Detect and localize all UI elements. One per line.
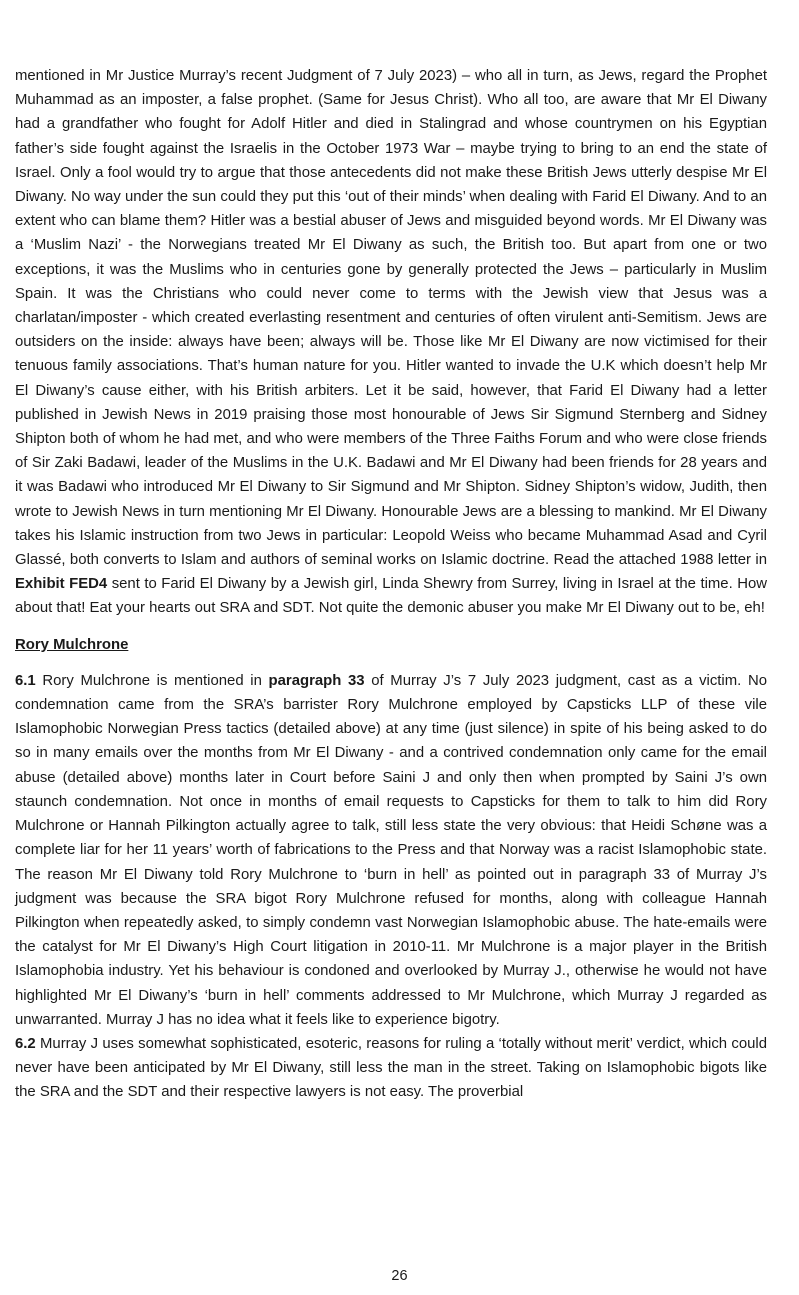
paragraph-text: Rory Mulchrone is mentioned in — [35, 672, 269, 689]
section-heading: Rory Mulchrone — [15, 636, 129, 653]
paragraph-6-1 — [15, 669, 767, 1032]
paragraph-number: 6.2 — [15, 1035, 36, 1052]
page-number: 26 — [391, 1268, 408, 1284]
paragraph-reference: paragraph 33 — [268, 672, 365, 689]
document-page — [15, 64, 767, 1105]
paragraph-text: of Murray J’s 7 July 2023 judgment, cast as a victim. No condemnation came from the SRA’s barrister Rory Mulchrone employed by Capsticks LLP of these vile Islamophobic Norwegian Press tactics (detailed above) at any time (just silence) in spite of his being asked to do so in many emails over the months from Mr El Diwany - and a contrived condemnation only came for the email abuse (detailed above) months later in Court before Saini J and only then when prompted by Saini J’s own staunch condemnation. Not once in months of email requests to Capsticks for them to talk to him did Rory Mulchrone or Hannah Pilkington actually agree to talk, still less state the very obvious: that Heidi Schøne was a complete liar for her 11 years’ worth of fabrications to the Press and that Norway was a racist Islamophobic state. The reason Mr El Diwany told Rory Mulchrone to ‘burn in hell’ as pointed out in paragraph 33 of Murray J’s judgment was because the SRA bigot Rory Mulchrone refused for months, along with colleague Hannah Pilkington when repeatedly asked, to simply condemn vast Norwegian Islamophobic abuse. The hate-emails were the catalyst for Mr El Diwany’s High Court litigation in 2010-11. Mr Mulchrone is a major player in the British Islamophobia industry. Yet his behaviour is condoned and overlooked by Murray J., otherwise he would not have highlighted Mr El Diwany’s ‘burn in hell’ comments addressed to Mr Mulchrone, which Murray J regarded as unwarranted. Murray J has no idea what it feels like to experience bigotry. — [15, 672, 767, 1028]
paragraph-text: Murray J uses somewhat sophisticated, esoteric, reasons for ruling a ‘totally without merit’ verdict, which could never have been anticipated by Mr El Diwany, still less the man in the street. Taking on Islamophobic bigots like the SRA and the SDT and their respective lawyers is not easy. The proverbial — [15, 1035, 767, 1101]
intro-text-2: sent to Farid El Diwany by a Jewish girl, Linda Shewry from Surrey, living in Israel at the time. How about that! Eat your hearts out SRA and SDT. Not quite the demonic abuser you make Mr El Diwany out to be, eh! — [15, 576, 767, 617]
intro-paragraph — [15, 64, 767, 621]
exhibit-reference: Exhibit FED4 — [15, 576, 108, 593]
paragraph-number: 6.1 — [15, 672, 36, 689]
intro-text-1: mentioned in Mr Justice Murray’s recent Judgment of 7 July 2023) – who all in turn, as Jews, regard the Prophet Muhammad as an imposter, a false prophet. (Same for Jesus Christ). Who all too, are aware that Mr El Diwany had a grandfather who fought for Adolf Hitler and died in Stalingrad and whose countrymen on his Egyptian father’s side fought against the Israelis in the October 1973 War – maybe trying to bring to an end the state of Israel. Only a fool would try to argue that those antecedents did not make these British Jews utterly despise Mr El Diwany. No way under the sun could they put this ‘out of their minds’ when dealing with Farid El Diwany. And to an extent who can blame them? Hitler was a bestial abuser of Jews and misguided beyond words. Mr El Diwany was a ‘Muslim Nazi’ - the Norwegians treated Mr El Diwany as such, the British too. But apart from one or two exceptions, it was the Muslims who in centuries gone by generally protected the Jews – particularly in Muslim Spain. It was the Christians who could never come to terms with the Jewish view that Jesus was a charlatan/imposter - which created everlasting resentment and centuries of often virulent anti-Semitism. Jews are outsiders on the inside: always have been; always will be. Those like Mr El Diwany are now victimised for their tenuous family associations. That’s human nature for you. Hitler wanted to invade the U.K which doesn’t help Mr El Diwany’s cause either, with his British arbiters. Let it be said, however, that Farid El Diwany had a letter published in Jewish News in 2019 praising those most honourable of Jews Sir Sigmund Sternberg and Sidney Shipton both of whom he had met, and who were members of the Three Faiths Forum and who were close friends of Sir Zaki Badawi, leader of the Muslims in the U.K. Badawi and Mr El Diwany had been friends for 28 years and it was Badawi who introduced Mr El Diwany to Sir Sigmund and Mr Shipton. Sidney Shipton’s widow, Judith, then wrote to Jewish News in turn mentioning Mr El Diwany. Honourable Jews are a blessing to mankind. Mr El Diwany takes his Islamic instruction from two Jews in particular: Leopold Weiss who became Muhammad Asad and Cyril Glassé, both converts to Islam and authors of seminal works on Islamic doctrine. Read the attached 1988 letter in — [15, 68, 767, 569]
paragraph-6-2 — [15, 1032, 767, 1105]
